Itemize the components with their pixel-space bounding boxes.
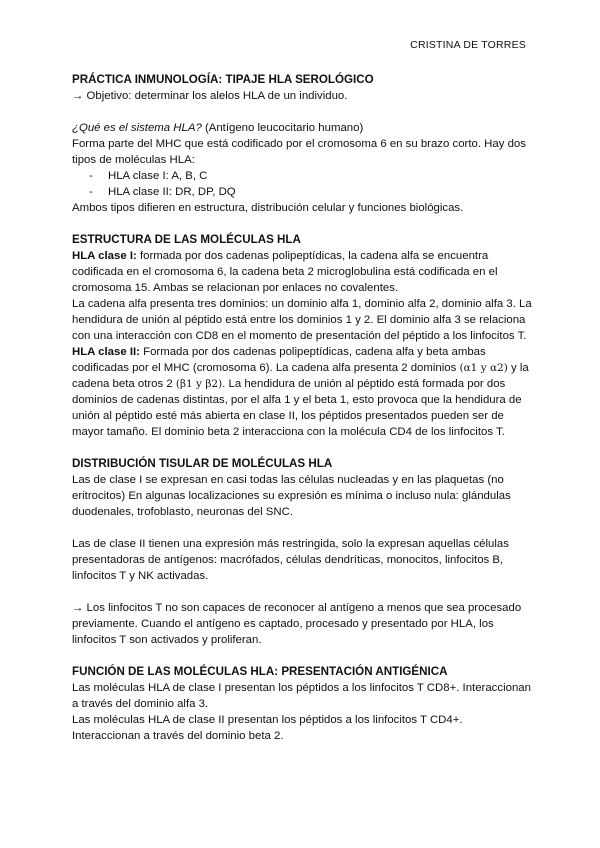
intro-question-note: (Antígeno leucocitario humano) [201,122,364,134]
class2-text-a: Formada por dos cadenas polipeptídicas, cadena alfa y beta ambas codificadas por el MHC (cromosoma 6). La cadena alfa presenta 2 dominios [72,346,486,374]
intro-question: ¿Qué es el sistema HLA? [72,122,202,134]
class2-label: HLA clase II: [72,346,140,358]
class2-math-beta: (β1 y β2) [175,378,223,390]
function-para2: Las moléculas HLA de clase II presentan los péptidos a los linfocitos T CD4+. Interaccionan a través del dominio beta 2. [72,714,463,742]
list-item: - HLA clase II: DR, DP, DQ [72,184,532,200]
intro-text: Forma parte del MHC que está codificado por el cromosoma 6 en su brazo corto. Hay dos tipos de moléculas HLA: [72,138,526,166]
class1-domains-paragraph: La cadena alfa presenta tres dominios: un dominio alfa 1, dominio alfa 2, dominio alfa 3. La hendidura de unión al péptido está entre los dominios 1 y 2. El dominio alfa 3 se relaciona con una interacción con CD8 en el momento de presentación del péptido a los linfocitos T. [72,298,532,342]
intro-closing: Ambos tipos difieren en estructura, distribución celular y funciones biológicas. [72,202,464,214]
author-name: CRISTINA DE TORRES [410,39,526,51]
distribution-heading: DISTRIBUCIÓN TISULAR DE MOLÉCULAS HLA [72,457,333,470]
distribution-para2: Las de clase II tienen una expresión más restringida, solo la expresan aquellas células presentadoras de antígenos: macrófados, células dendríticas, monocitos, linfocitos B, linfocitos T y NK activadas. [72,538,509,582]
function-heading: FUNCIÓN DE LAS MOLÉCULAS HLA: PRESENTACIÓN ANTIGÉNICA [72,665,448,678]
document-body [72,72,532,744]
structure-heading: ESTRUCTURA DE LAS MOLÉCULAS HLA [72,233,301,246]
class1-text: formada por dos cadenas polipeptídicas, la cadena alfa se encuentra codificada en el cromosoma 6, la cadena beta 2 microglobulina está codificada en el cromosoma 15. Ambas se relacionan por enlaces no covalentes. [72,250,498,294]
class2-text-c: . La hendidura de unión al péptido está formada por dos dominios de cadenas distintas, por el alfa 1 y el beta 1, esto provoca que la hendidura de unión al péptido esté más abierta en clase II, los péptidos presentados pueden ser de mayor tamaño. El dominio beta 2 interacciona con la molécula CD4 de los linfocitos T. [72,378,522,438]
intro-question-line [72,120,532,136]
objective-line: → Objetivo: determinar los alelos HLA de un individuo. [72,90,348,102]
distribution-para3: → Los linfocitos T no son capaces de reconocer al antígeno a menos que sea procesado previamente. Cuando el antígeno es captado, procesado y presentado por HLA, los linfocitos T son activados y proliferan. [72,602,522,646]
hla-types-list [72,168,532,200]
class2-paragraph [72,344,532,440]
distribution-para1: Las de clase I se expresan en casi todas las células nucleadas y en las plaquetas (no eritrocitos) En algunas localizaciones su expresión es mínima o incluso nula: glándulas duodenales, trofoblasto, neuronas del SNC. [72,474,511,518]
class1-paragraph [72,248,532,296]
class2-math-alpha: (α1 y α2) [459,362,508,374]
class2-text-b: y la cadena beta otros 2 [72,362,529,390]
list-item: - HLA clase I: A, B, C [72,168,532,184]
class1-label: HLA clase I: [72,250,137,262]
page-title: PRÁCTICA INMUNOLOGÍA: TIPAJE HLA SEROLÓGICO [72,73,374,86]
function-para1: Las moléculas HLA de clase I presentan los péptidos a los linfocitos T CD8+. Interaccionan a través del dominio alfa 3. [72,682,531,710]
